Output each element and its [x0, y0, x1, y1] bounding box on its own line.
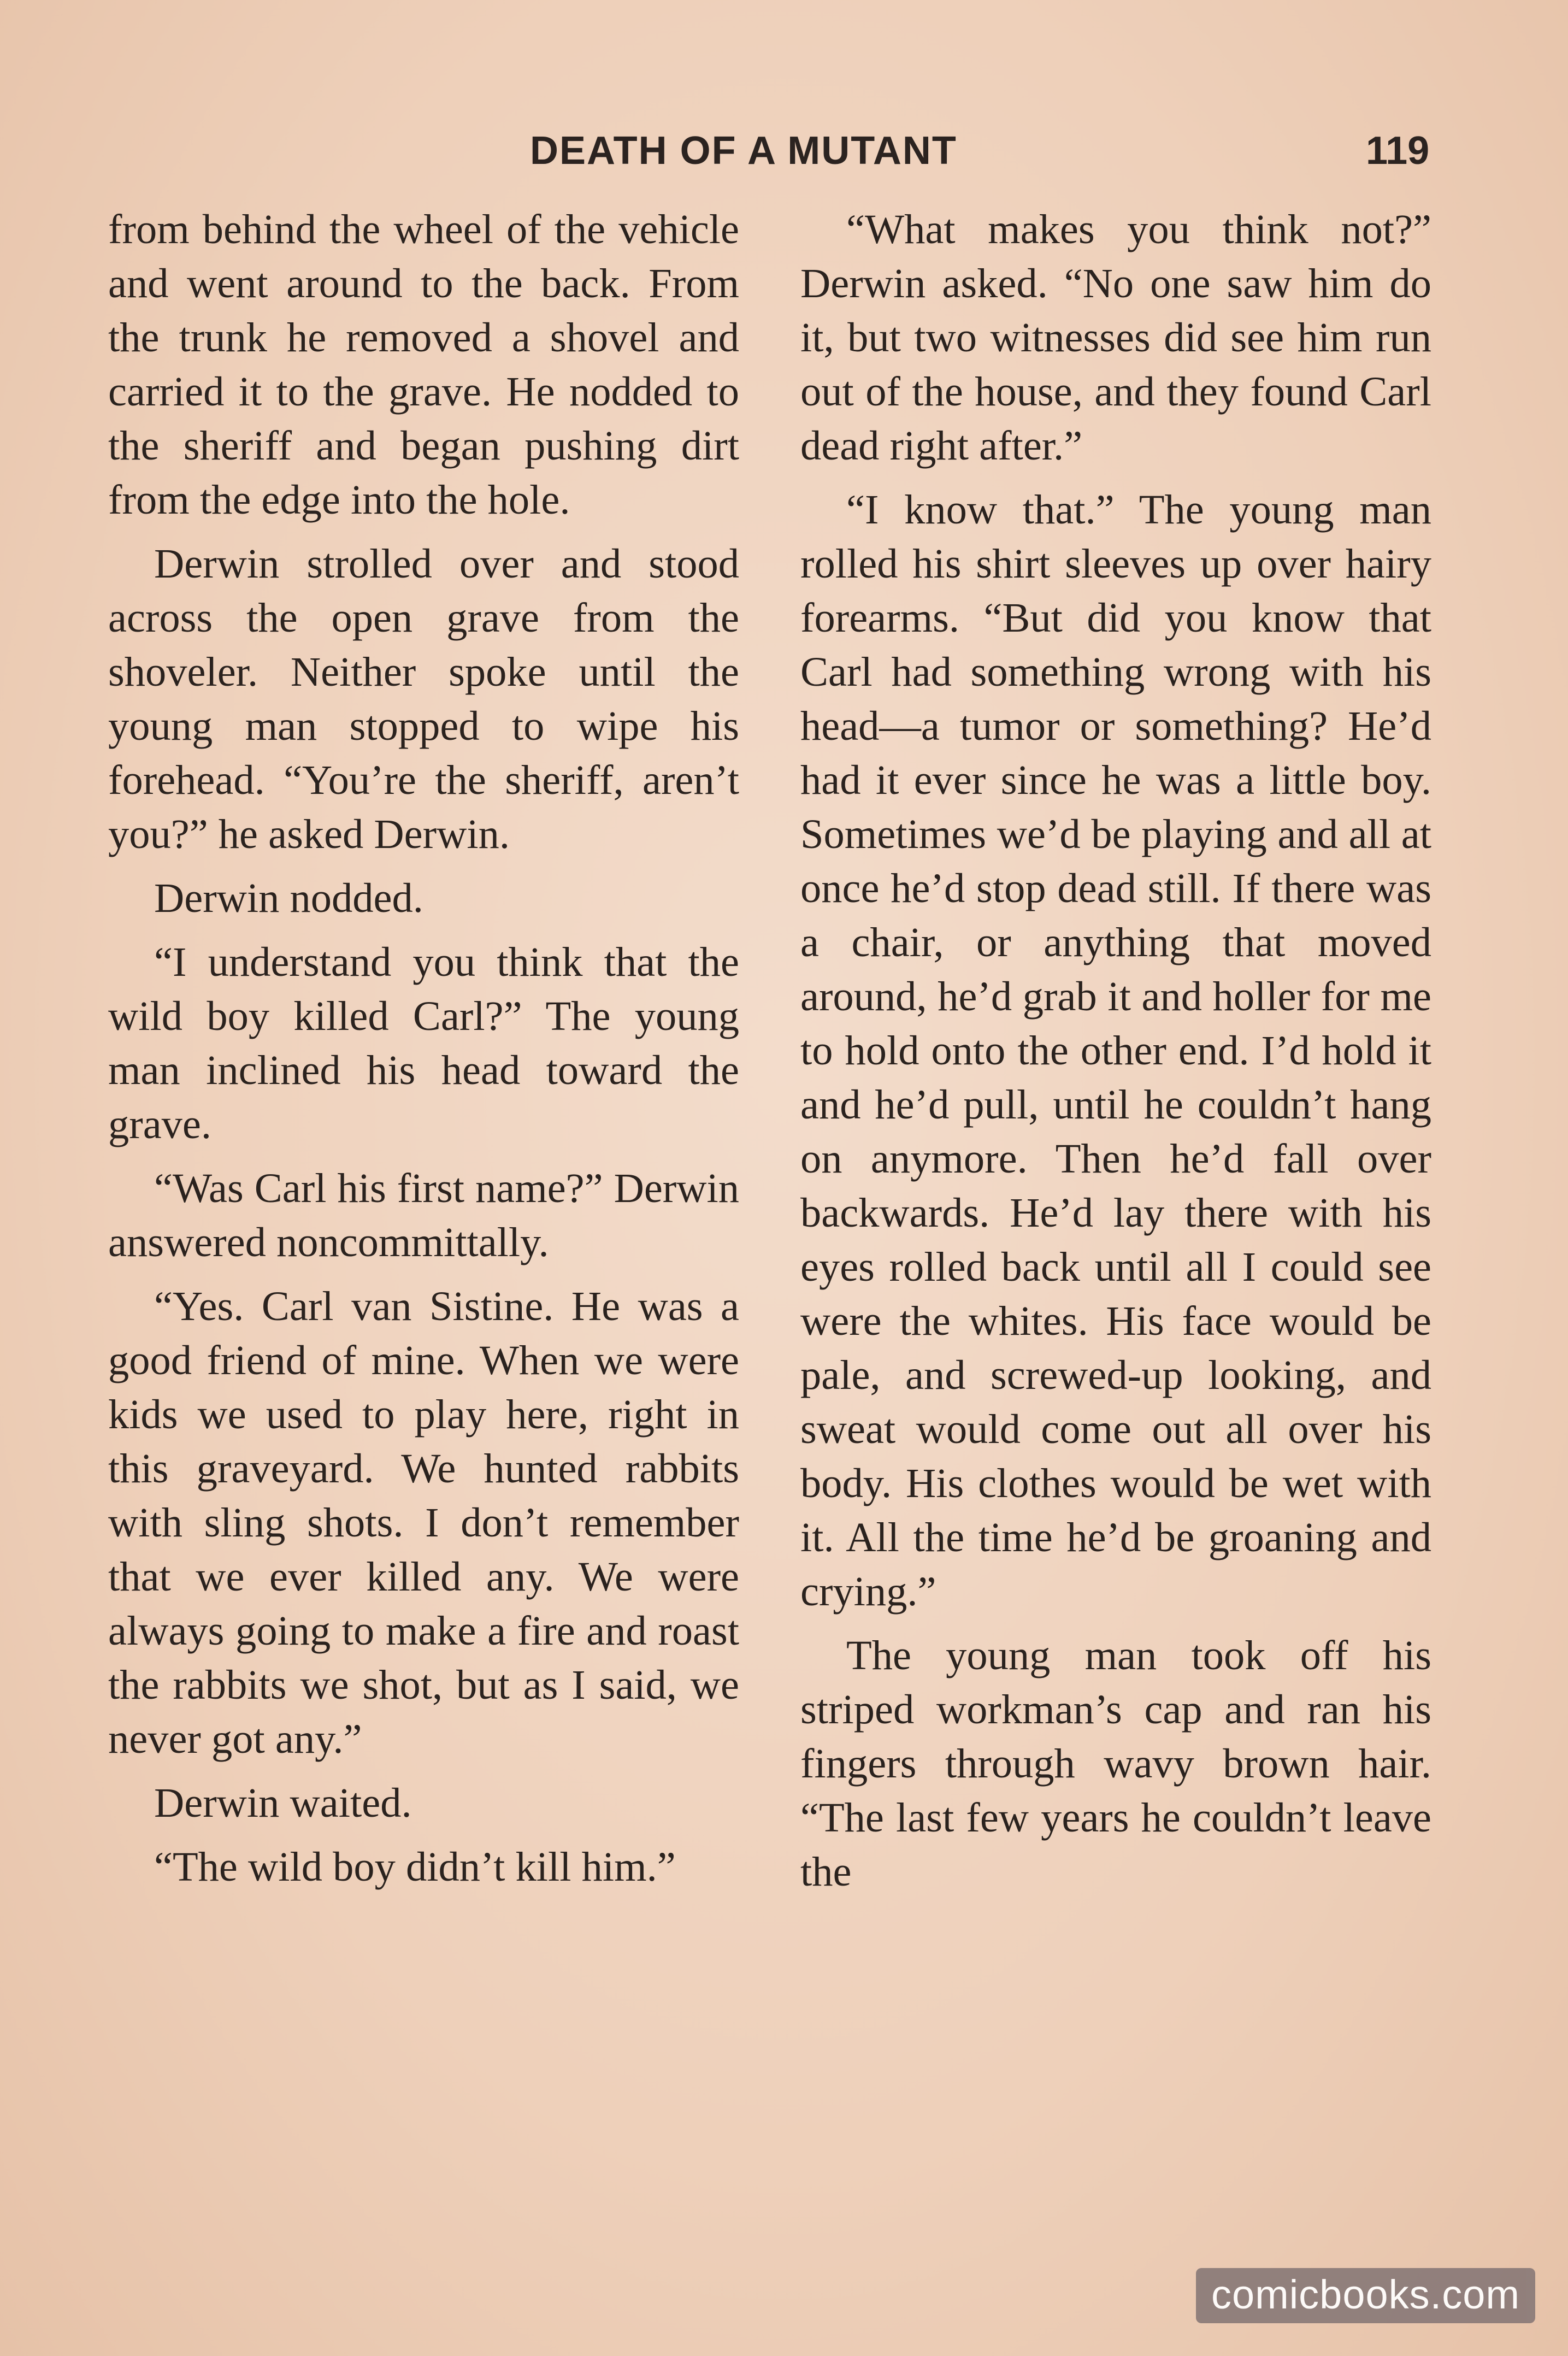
- right-text-column: [800, 202, 1431, 1909]
- paragraph: Derwin strolled over and stood across the open grave from the shoveler. Neither spoke until the young man stopped to wipe his forehead. “You’re the sheriff, aren’t you?” he asked Derwin.: [108, 540, 739, 857]
- running-title: DEATH OF A MUTANT: [530, 129, 957, 173]
- paragraph: Derwin nodded.: [154, 875, 423, 921]
- page-number: 119: [1366, 129, 1430, 173]
- paragraph: “Was Carl his first name?” Derwin answered noncommittally.: [108, 1165, 739, 1265]
- paragraph: “Yes. Carl van Sistine. He was a good friend of mine. When we were kids we used to play here, right in this graveyard. We hunted rabbits with sling shots. I don’t remember that we ever killed any. We were always going to make a fire and roast the rabbits we shot, but as I said, we never got any.”: [108, 1283, 739, 1762]
- left-text-column: [108, 202, 739, 1904]
- paragraph: “What makes you think not?” Derwin asked. “No one saw him do it, but two witnesses did see him run out of the house, and they found Carl dead right after.”: [800, 206, 1431, 469]
- paragraph: from behind the wheel of the vehicle and went around to the back. From the trunk he removed a shovel and carried it to the grave. He nodded to the sheriff and began pushing dirt from the edge into the hole.: [108, 206, 739, 523]
- paragraph: The young man took off his striped workman’s cap and ran his fingers through wavy brown hair. “The last few years he couldn’t leave the: [800, 1632, 1431, 1895]
- paragraph: “I know that.” The young man rolled his shirt sleeves up over hairy forearms. “But did you know that Carl had something wrong with his head—a tumor or something? He’d had it ever since he was a little boy. Sometimes we’d be playing and all at once he’d stop dead still. If there was a chair, or anything that moved around, he’d grab it and holler for me to hold onto the other end. I’d hold it and he’d pull, until he couldn’t hang on anymore. Then he’d fall over backwards. He’d lay there with his eyes rolled back until all I could see were the whites. His face would be pale, and screwed-up looking, and sweat would come out all over his body. His clothes would be wet with it. All the time he’d be groaning and crying.”: [800, 486, 1431, 1615]
- site-watermark: comicbooks.com: [1196, 2268, 1535, 2323]
- page-header: [0, 128, 1568, 189]
- paragraph: “I understand you think that the wild boy killed Carl?” The young man inclined his head toward the grave.: [108, 939, 739, 1147]
- paragraph: Derwin waited.: [154, 1780, 412, 1826]
- paragraph: “The wild boy didn’t kill him.”: [154, 1843, 676, 1890]
